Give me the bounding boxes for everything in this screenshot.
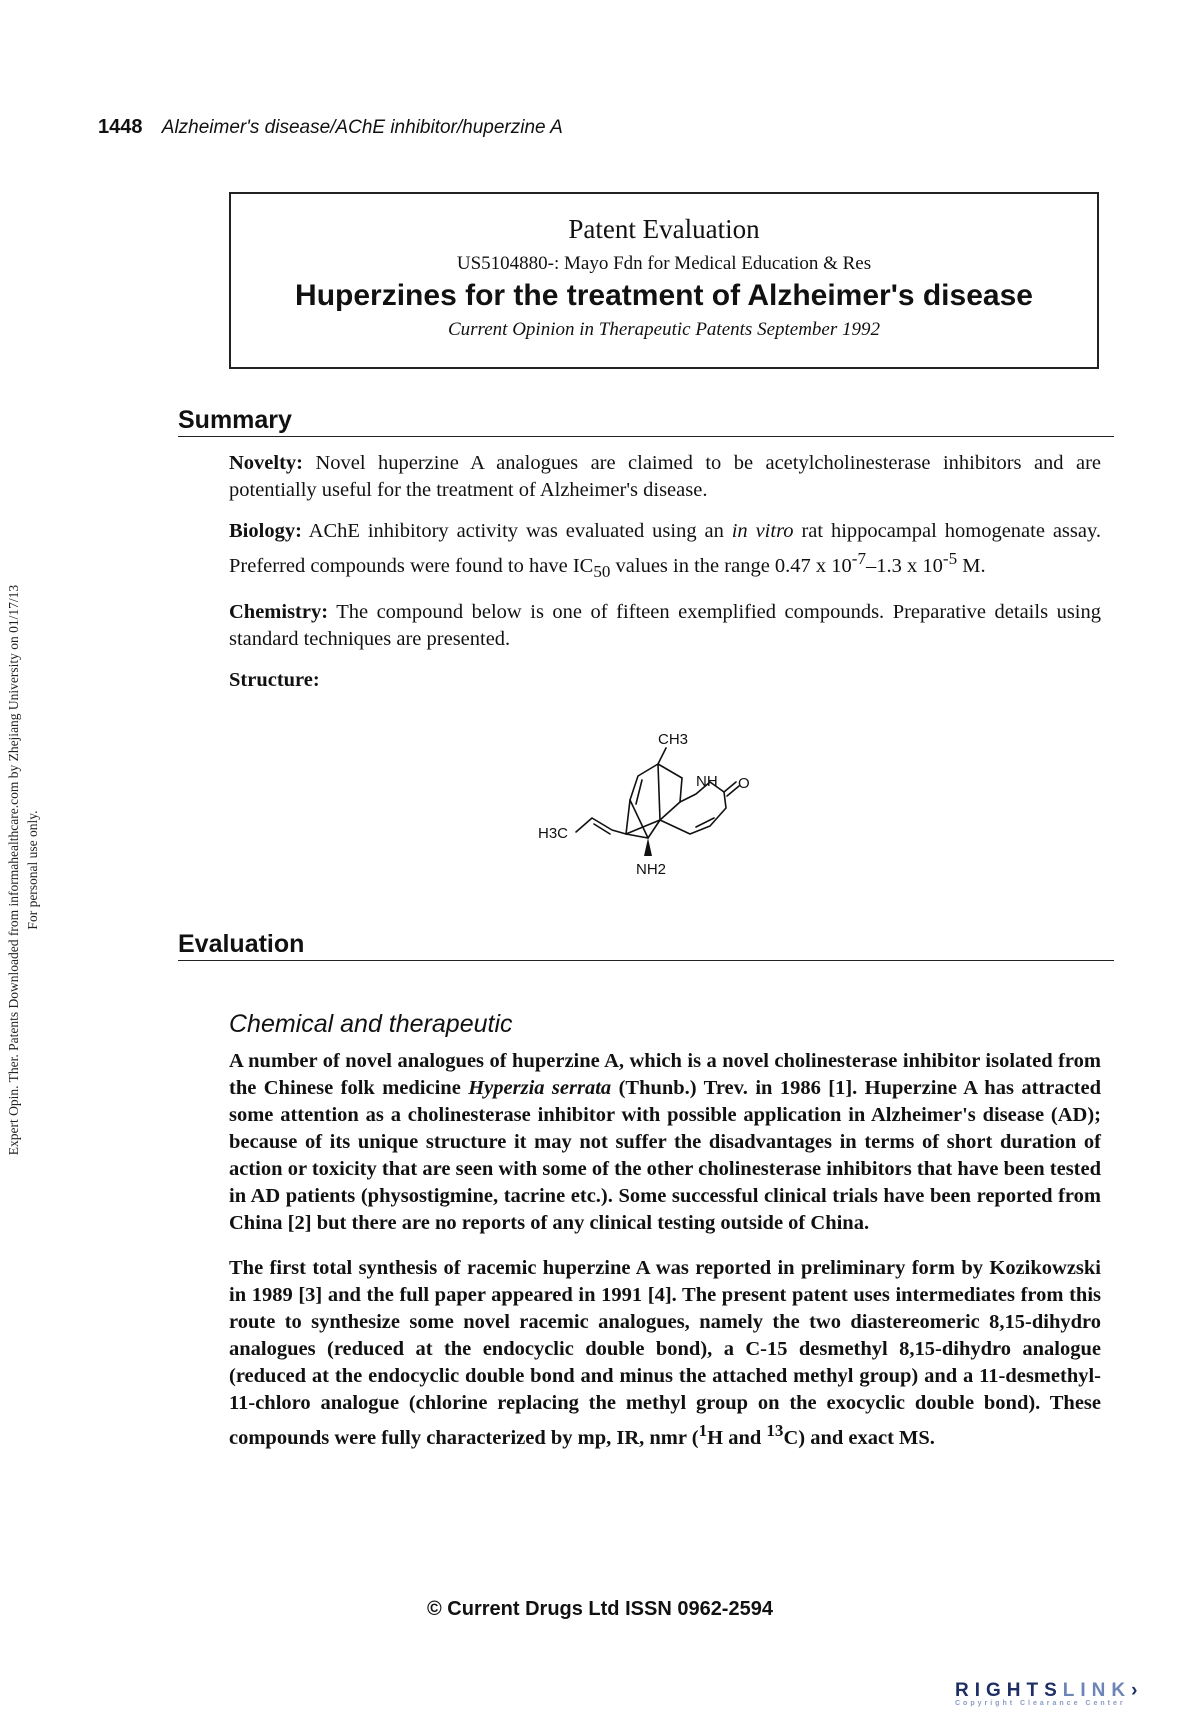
p1-text-a: A number of novel analogues of huperzine A, which is a novel cholinesterase inhibitor isolated from the Chinese folk medicine — [229, 1050, 1101, 1099]
p2-superscript-13: 13 — [766, 1421, 784, 1440]
novelty-label: Novelty: — [229, 452, 304, 474]
download-notice-line2: For personal use only. — [25, 810, 40, 930]
novelty-paragraph — [229, 450, 1101, 504]
biology-label: Biology: — [229, 520, 302, 542]
chemistry-paragraph — [229, 599, 1101, 653]
biology-text-e: M. — [962, 554, 986, 577]
ic50-subscript: 50 — [593, 561, 611, 581]
label-oxygen: O — [738, 775, 750, 792]
biology-text-a: AChE inhibitory activity was evaluated using an — [308, 520, 724, 542]
chemistry-label: Chemistry: — [229, 600, 329, 623]
chemical-structure-diagram — [530, 730, 790, 880]
chemistry-text: The compound below is one of fifteen exemplified compounds. Preparative details using standard techniques are presented. — [229, 600, 1101, 650]
summary-heading: Summary — [178, 406, 1114, 437]
running-head-topic: Alzheimer's disease/AChE inhibitor/huperzine A — [161, 117, 563, 138]
rightslink-logo — [955, 1680, 1143, 1707]
evaluation-heading: Evaluation — [178, 930, 1114, 961]
logo-word-dark: RIGHTS — [955, 1680, 1063, 1701]
patent-evaluation-box — [229, 192, 1099, 369]
evaluation-paragraph-2 — [229, 1255, 1101, 1452]
page-number: 1448 — [98, 116, 143, 138]
summary-body — [229, 450, 1101, 708]
biology-text-d: –1.3 x 10 — [866, 554, 943, 577]
p2-text-a: The first total synthesis of racemic huperzine A was reported in preliminary form by Kozikowzski in 1989 [3] and the full paper appeared in 1991 [4]. The present patent uses intermediates from this route to synthesize some novel racemic analogues, namely the two diastereomeric 8,15-dihydro analogues (reduced at the endocyclic double bond), a C-15 desmethyl 8,15-dihydro analogue (reduced at the endocyclic double bond and minus the attached methyl group) and a 11-desmethyl-11-chloro analogue (chlorine replacing the methyl group on the exocyclic double bond). These compounds were fully characterized by mp, IR, nmr ( — [229, 1257, 1101, 1449]
exponent-1: -7 — [851, 549, 867, 568]
chevron-icon: › — [1131, 1680, 1144, 1701]
biology-paragraph — [229, 518, 1101, 585]
logo-word-light: LINK — [1062, 1680, 1132, 1701]
p2-superscript-1: 1 — [698, 1421, 708, 1440]
logo-tagline: Copyright Clearance Center — [955, 1700, 1126, 1707]
chemical-therapeutic-subheading: Chemical and therapeutic — [229, 1010, 513, 1038]
copyright-footer: © Current Drugs Ltd ISSN 0962-2594 — [427, 1598, 773, 1620]
evaluation-body — [229, 1048, 1101, 1470]
label-amine: NH2 — [636, 861, 667, 878]
p1-species: Hyperzia serrata — [468, 1077, 612, 1099]
article-source: Current Opinion in Therapeutic Patents September 1992 — [447, 319, 881, 340]
p1-text-b: (Thunb.) Trev. in 1986 [1]. Huperzine A has attracted some attention as a cholinesterase inhibitor with possible application in Alzheimer's disease (AD); because of its unique structure it may not suffer the disadvantages in terms of short duration of action or toxicity that are seen with some of the other cholinesterase inhibitors that have been tested in AD patients (physostigmine, tacrine etc.). Some successful clinical trials have been reported from China [2] but there are no reports of any clinical testing outside of China. — [229, 1077, 1102, 1234]
novelty-text: Novel huperzine A analogues are claimed to be acetylcholinesterase inhibitors and are potentially useful for the treatment of Alzheimer's disease. — [229, 452, 1102, 501]
label-methyl-left: H3C — [538, 825, 569, 842]
download-notice-line1: Expert Opin. Ther. Patents Downloaded from informahealthcare.com by Zhejiang University on 01/17/13 — [6, 584, 21, 1156]
biology-text-b: rat hippocampal homogenate assay. Preferred compounds were found to have IC — [229, 520, 1102, 577]
biology-in-vitro: in vitro — [731, 520, 794, 542]
article-title: Huperzines for the treatment of Alzheimer's disease — [295, 279, 1033, 312]
structure-label: Structure: — [229, 668, 320, 691]
box-heading: Patent Evaluation — [568, 214, 760, 244]
p2-text-b: H and — [707, 1426, 767, 1449]
p2-text-c: C) and exact MS. — [783, 1426, 935, 1449]
label-nh: NH — [696, 773, 718, 790]
biology-text-c: values in the range 0.47 x 10 — [615, 554, 852, 577]
download-notice — [4, 510, 46, 1230]
running-head — [98, 116, 563, 139]
patent-line: US5104880-: Mayo Fdn for Medical Education & Res — [456, 253, 872, 274]
evaluation-paragraph-1 — [229, 1048, 1101, 1237]
structure-paragraph — [229, 667, 1101, 694]
label-methyl-top: CH3 — [658, 731, 689, 748]
exponent-2: -5 — [942, 549, 958, 568]
